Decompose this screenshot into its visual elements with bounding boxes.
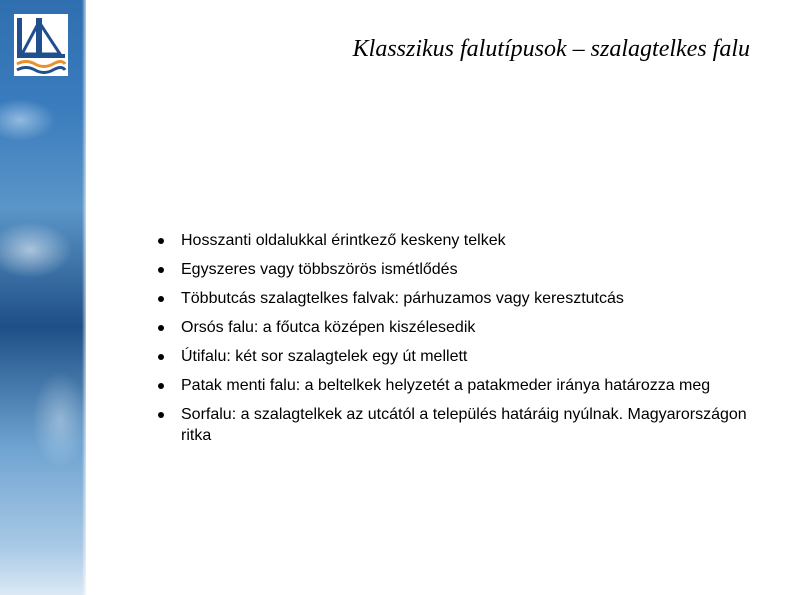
- list-item-text: Sorfalu: a szalagtelkek az utcától a település határáig nyúlnak. Magyarországon ritka: [181, 406, 747, 444]
- list-item-text: Orsós falu: a főutca középen kiszélesedik: [181, 319, 476, 336]
- list-item: [158, 404, 758, 446]
- list-item: [158, 259, 758, 280]
- bullet-icon: [158, 354, 164, 360]
- bullet-icon: [158, 383, 164, 389]
- list-item-text: Útifalu: két sor szalagtelek egy út mellett: [181, 348, 468, 365]
- side-decoration-strip: [0, 0, 86, 595]
- logo: [14, 14, 68, 76]
- list-item: [158, 346, 758, 367]
- slide-title: Klasszikus falutípusok – szalagtelkes falu: [352, 36, 750, 62]
- list-item-text: Hosszanti oldalukkal érintkező keskeny telkek: [181, 232, 506, 249]
- bullet-icon: [158, 325, 164, 331]
- bullet-icon: [158, 296, 164, 302]
- list-item-text: Egyszeres vagy többszörös ismétlődés: [181, 261, 458, 278]
- bullet-icon: [158, 238, 164, 244]
- bullet-icon: [158, 267, 164, 273]
- list-item: [158, 317, 758, 338]
- list-item-text: Többutcás szalagtelkes falvak: párhuzamos vagy keresztutcás: [181, 290, 624, 307]
- list-item: [158, 230, 758, 251]
- bullet-icon: [158, 412, 164, 418]
- bridge-logo-icon: [14, 14, 68, 76]
- bullet-list: [158, 230, 758, 454]
- list-item-text: Patak menti falu: a beltelkek helyzetét a patakmeder iránya határozza meg: [181, 377, 711, 394]
- list-item: [158, 288, 758, 309]
- list-item: [158, 375, 758, 396]
